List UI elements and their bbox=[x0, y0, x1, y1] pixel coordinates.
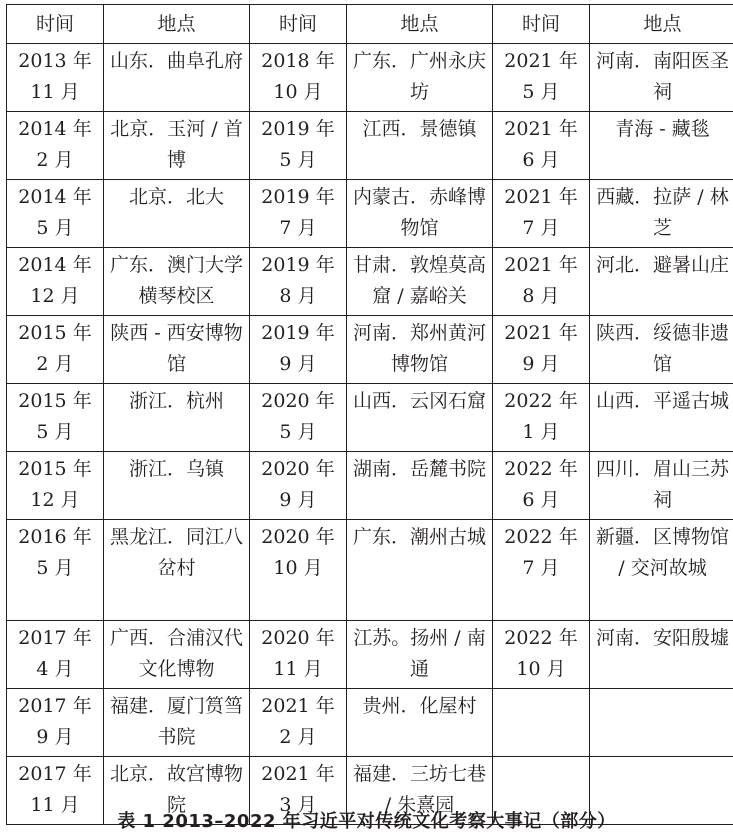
table-cell: 2022 年 10 月 bbox=[493, 621, 590, 689]
table-cell: 2021 年 8 月 bbox=[493, 248, 590, 316]
table-cell: 2022 年 1 月 bbox=[493, 384, 590, 452]
table-cell: 陕西 - 西安博物馆 bbox=[104, 316, 250, 384]
table-cell: 2019 年 8 月 bbox=[250, 248, 347, 316]
table-cell: 广东．广州永庆坊 bbox=[347, 44, 493, 112]
table-row bbox=[7, 621, 733, 689]
table-row bbox=[7, 520, 733, 621]
table-cell: 2013 年 11 月 bbox=[7, 44, 104, 112]
table-cell: 2022 年 7 月 bbox=[493, 520, 590, 621]
table-cell: 广东．潮州古城 bbox=[347, 520, 493, 621]
table-cell: 2015 年 2 月 bbox=[7, 316, 104, 384]
table-cell: 2017 年 4 月 bbox=[7, 621, 104, 689]
table-cell: 河北．避暑山庄 bbox=[590, 248, 733, 316]
table-row bbox=[7, 316, 733, 384]
table-cell: 2019 年 7 月 bbox=[250, 180, 347, 248]
table-row bbox=[7, 248, 733, 316]
table-row bbox=[7, 384, 733, 452]
table-cell: 青海 - 藏毯 bbox=[590, 112, 733, 180]
table-row bbox=[7, 180, 733, 248]
table-cell: 北京．玉河 / 首博 bbox=[104, 112, 250, 180]
table-cell: 广东．澳门大学横琴校区 bbox=[104, 248, 250, 316]
table-cell: 2022 年 6 月 bbox=[493, 452, 590, 520]
header-time-3: 时间 bbox=[493, 5, 590, 44]
table-cell: 2020 年 5 月 bbox=[250, 384, 347, 452]
table-cell: 江西．景德镇 bbox=[347, 112, 493, 180]
table-cell: 广西．合浦汉代文化博物 bbox=[104, 621, 250, 689]
table-cell: 2015 年 5 月 bbox=[7, 384, 104, 452]
table-cell: 2018 年 10 月 bbox=[250, 44, 347, 112]
table-cell: 2020 年 11 月 bbox=[250, 621, 347, 689]
table-cell: 江苏。扬州 / 南通 bbox=[347, 621, 493, 689]
table-cell: 黑龙江．同江八岔村 bbox=[104, 520, 250, 621]
table-cell: 2019 年 9 月 bbox=[250, 316, 347, 384]
header-time-2: 时间 bbox=[250, 5, 347, 44]
table-cell: 福建．厦门筼筜书院 bbox=[104, 689, 250, 757]
table-cell: 浙江．乌镇 bbox=[104, 452, 250, 520]
table-cell: 浙江．杭州 bbox=[104, 384, 250, 452]
table-row bbox=[7, 112, 733, 180]
table-cell: 2017 年 11 月 bbox=[7, 757, 104, 825]
table-cell: 2020 年 10 月 bbox=[250, 520, 347, 621]
table-cell: 山东．曲阜孔府 bbox=[104, 44, 250, 112]
table-cell: 2021 年 5 月 bbox=[493, 44, 590, 112]
table-cell: 山西．云冈石窟 bbox=[347, 384, 493, 452]
table-cell: 2017 年 9 月 bbox=[7, 689, 104, 757]
table-cell: 西藏．拉萨 / 林芝 bbox=[590, 180, 733, 248]
table-cell-empty bbox=[590, 689, 733, 757]
table-cell: 甘肃．敦煌莫高窟 / 嘉峪关 bbox=[347, 248, 493, 316]
table-cell: 河南．郑州黄河博物馆 bbox=[347, 316, 493, 384]
header-place-3: 地点 bbox=[590, 5, 733, 44]
table-cell-empty bbox=[493, 689, 590, 757]
table-cell: 北京．北大 bbox=[104, 180, 250, 248]
events-table-wrapper bbox=[6, 4, 727, 825]
table-cell: 2021 年 9 月 bbox=[493, 316, 590, 384]
table-cell: 2020 年 9 月 bbox=[250, 452, 347, 520]
table-row bbox=[7, 452, 733, 520]
table-cell: 2014 年 12 月 bbox=[7, 248, 104, 316]
table-cell: 2014 年 2 月 bbox=[7, 112, 104, 180]
table-cell: 2021 年 2 月 bbox=[250, 689, 347, 757]
table-cell: 2015 年 12 月 bbox=[7, 452, 104, 520]
table-cell: 湖南．岳麓书院 bbox=[347, 452, 493, 520]
events-table bbox=[6, 4, 733, 825]
header-row bbox=[7, 5, 733, 44]
table-caption: 表 1 2013–2022 年习近平对传统文化考察大事记（部分） bbox=[117, 811, 616, 832]
table-cell: 北京．故宫博物院 bbox=[104, 757, 250, 825]
header-place-2: 地点 bbox=[347, 5, 493, 44]
table-cell: 2021 年 7 月 bbox=[493, 180, 590, 248]
table-cell: 2019 年 5 月 bbox=[250, 112, 347, 180]
table-cell: 河南．南阳医圣祠 bbox=[590, 44, 733, 112]
table-cell: 新疆．区博物馆 / 交河故城 bbox=[590, 520, 733, 621]
table-row bbox=[7, 689, 733, 757]
table-cell: 河南．安阳殷墟 bbox=[590, 621, 733, 689]
table-row bbox=[7, 44, 733, 112]
table-cell: 2021 年 6 月 bbox=[493, 112, 590, 180]
table-cell: 内蒙古．赤峰博物馆 bbox=[347, 180, 493, 248]
table-cell: 山西．平遥古城 bbox=[590, 384, 733, 452]
table-cell: 四川．眉山三苏祠 bbox=[590, 452, 733, 520]
table-cell: 2014 年 5 月 bbox=[7, 180, 104, 248]
header-time-1: 时间 bbox=[7, 5, 104, 44]
header-place-1: 地点 bbox=[104, 5, 250, 44]
table-cell: 贵州．化屋村 bbox=[347, 689, 493, 757]
table-cell: 福建．三坊七巷 / 朱熹园 bbox=[347, 757, 493, 825]
table-cell: 2021 年 3 月 bbox=[250, 757, 347, 825]
table-cell: 陕西．绥德非遗馆 bbox=[590, 316, 733, 384]
table-cell: 2016 年 5 月 bbox=[7, 520, 104, 621]
